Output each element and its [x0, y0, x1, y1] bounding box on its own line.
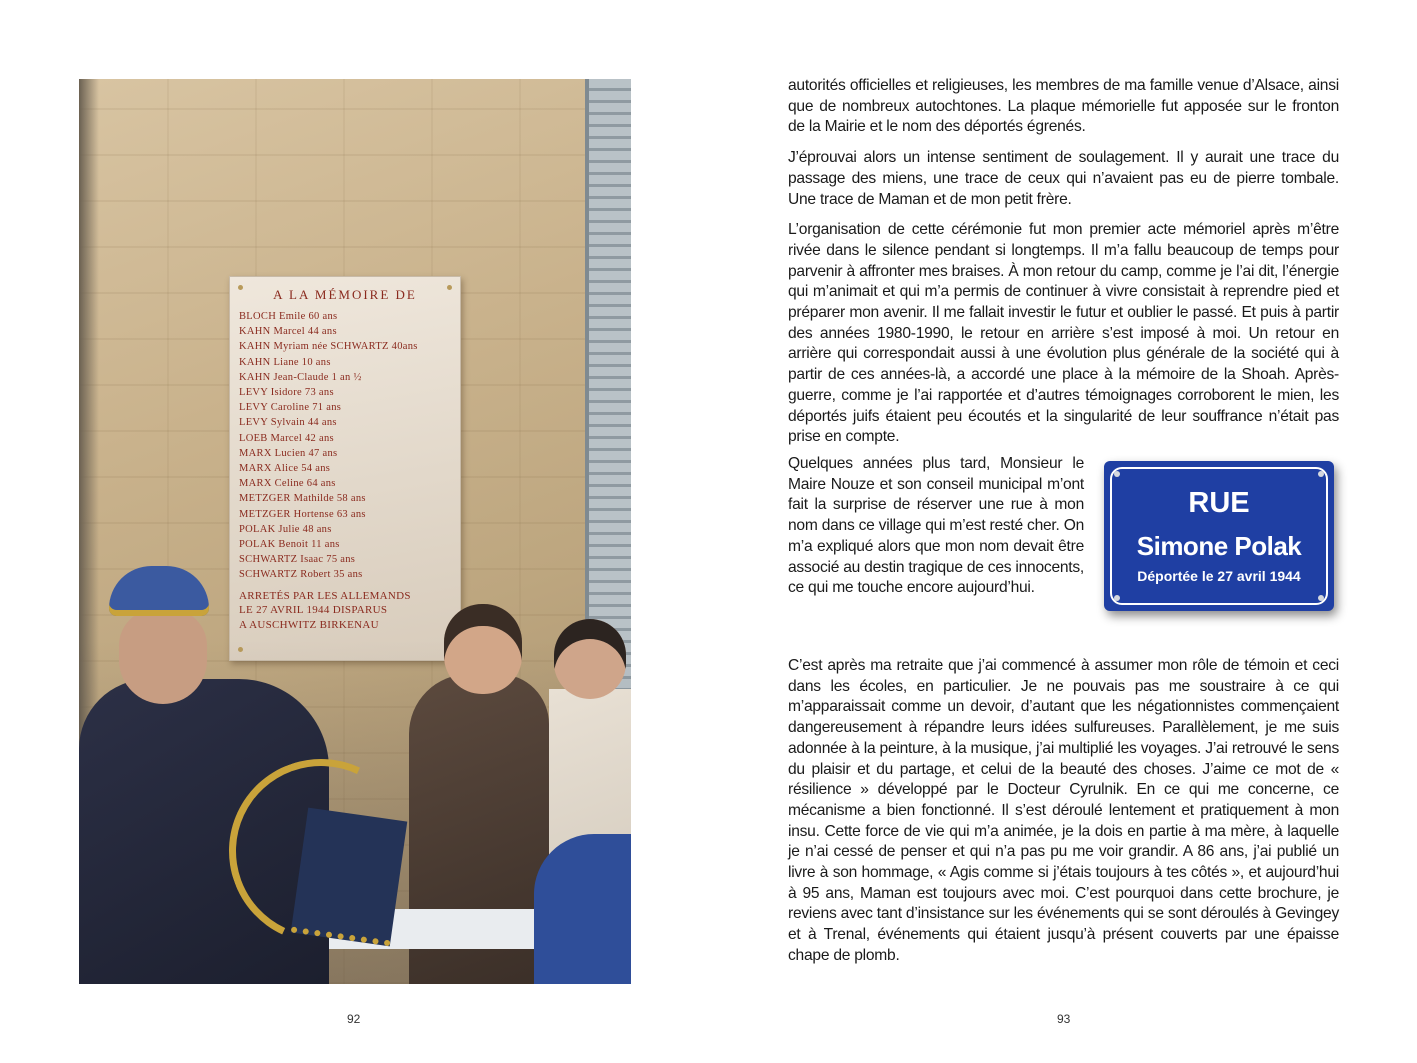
plaque-footer-line: ARRETÉS PAR LES ALLEMANDS	[239, 589, 411, 602]
plaque-rivet	[238, 285, 243, 290]
plaque-name: LOEB Marcel 42 ans	[239, 432, 334, 444]
plaque-name: LEVY Sylvain 44 ans	[239, 417, 337, 429]
page-number-left: 92	[347, 1012, 361, 1026]
plaque-name: SCHWARTZ Isaac 75 ans	[239, 554, 356, 566]
person-blue-cap	[534, 834, 631, 984]
paragraph: J’éprouvai alors un intense sentiment de soulagement. Il y aurait une trace du passage des miens, une trace de ceux qui n’avaient pas eu de pierre tombale. Une trace de Maman et de mon petit frère.	[788, 149, 1339, 208]
person-bugler-head	[119, 609, 207, 704]
person-woman-glasses-head	[554, 619, 626, 699]
bugler-cap	[109, 566, 209, 616]
screw-icon	[1318, 595, 1324, 601]
plaque-name: POLAK Julie 48 ans	[239, 523, 332, 535]
screw-icon	[1114, 471, 1120, 477]
plaque-name: MARX Alice 54 ans	[239, 463, 331, 475]
plaque-name: METZGER Mathilde 58 ans	[239, 493, 366, 505]
page-number-right: 93	[1057, 1012, 1071, 1026]
body-text-wrapped	[788, 454, 1084, 599]
plaque-name: SCHWARTZ Robert 35 ans	[239, 569, 363, 581]
paragraph: Quelques années plus tard, Monsieur le Maire Nouze et son conseil municipal m’ont fait la surprise de réserver une rue à mon nom dans ce village qui m’est resté cher. On m’a expliqué alors que mon nom devait être associé au destin tragique de ces innocents, ce qui me touche encore aujourd’hui.	[788, 455, 1084, 597]
plaque-name: POLAK Benoit 11 ans	[239, 539, 340, 551]
street-sign-line3: Déportée le 27 avril 1944	[1137, 568, 1301, 584]
body-text-bottom	[788, 656, 1339, 967]
plaque-name: KAHN Jean-Claude 1 an ½	[239, 371, 362, 383]
screw-icon	[1114, 595, 1120, 601]
paragraph: L’organisation de cette cérémonie fut mon premier acte mémoriel après m’être rivée dans le silence pendant si longtemps. Il m’a fallu beaucoup de temps pour parvenir à affronter mes braises. À mon retour du camp, comme je l’ai dit, l’énergie qui m’animait et qui m’a permis de continuer à vivre consistait à reprendre pied et préparer mon avenir. Il me fallait investir le futur et oublier le passé. Et puis à partir des années 1980-1990, le retour en arrière s’est imposé à moi. Un retour en arrière qui correspondait aussi à une évolution plus générale de la société qui à partir de ces années-là, a accordé une place à la mémoire de la Shoah. Après-guerre, comme je l’ai rapportée et d’autres témoignages corroborent le mien, les déportés juifs étaient peu écoutés et la singularité de leur souffrance n’était pas prise en compte.	[788, 221, 1339, 446]
plaque-name: LEVY Caroline 71 ans	[239, 402, 342, 414]
person-woman-jacket-head	[444, 604, 522, 694]
plaque-footer-line: A AUSCHWITZ BIRKENAU	[239, 618, 379, 631]
plaque-name: MARX Lucien 47 ans	[239, 447, 338, 459]
bugle-banner	[291, 808, 408, 947]
plaque-name: KAHN Myriam née SCHWARTZ 40ans	[239, 341, 418, 353]
paragraph: autorités officielles et religieuses, les membres de ma famille venue d’Alsace, ainsi que de nombreux autochtones. La plaque mémorielle fut apposée sur le fronton de la Mairie et le nom des déportés égrenés.	[788, 77, 1339, 136]
plaque-footer	[239, 589, 460, 633]
plaque-name-list	[239, 309, 460, 583]
plaque-name: LEVY Isidore 73 ans	[239, 387, 334, 399]
memorial-photo	[79, 79, 631, 984]
plaque-name: BLOCH Emile 60 ans	[239, 311, 338, 322]
plaque-name: KAHN Liane 10 ans	[239, 356, 331, 368]
screw-icon	[1318, 471, 1324, 477]
memorial-plaque	[229, 276, 461, 661]
body-text-top	[788, 76, 1339, 458]
plaque-name: MARX Celine 64 ans	[239, 478, 336, 490]
plaque-footer-line: LE 27 AVRIL 1944 DISPARUS	[239, 604, 388, 617]
window-shutter	[585, 79, 631, 699]
plaque-name: METZGER Hortense 63 ans	[239, 508, 366, 520]
plaque-name: KAHN Marcel 44 ans	[239, 326, 337, 338]
street-sign-image	[1104, 461, 1334, 611]
plaque-title: A LA MÉMOIRE DE	[273, 287, 417, 302]
street-sign-line2: Simone Polak	[1136, 531, 1302, 561]
paragraph: C’est après ma retraite que j’ai commencé à assumer mon rôle de témoin et ceci dans les écoles, en particulier. Je ne pouvais pas me soustraire à ce qui m’apparaissait comme un devoir, d’autant que les négationnistes commençaient dangereusement à répandre leurs idées sulfureuses. Parallèlement, je me suis adonnée à la peinture, à la musique, j’ai multiplié les voyages. J’ai retrouvé le sens du plaisir et du partage, et celui de la beauté des choses. J’aime ce mot de « résilience » développé par le Docteur Cyrulnik. En ce qui me concerne, ce mécanisme a bien fonctionné. Il s’est déroulé lentement et pratiquement à mon insu. Cette force de vie qui m’a animée, je la dois en partie à ma mère, à laquelle je n’ai cessé de penser et qui n’a pas pu me voir grandir. A 86 ans, j’ai publié un livre à son hommage, « Agis comme si j’étais toujours à tes côtés », et aujourd’hui à 95 ans, Maman est toujours avec moi. C’est pourquoi dans cette brochure, je reviens avec tant d’insistance sur les événements qui se sont déroulés à Gevingey et à Trenal, événements qui étaient jusqu’à présent couverts par une épaisse chape de plomb.	[788, 657, 1339, 964]
plaque-rivet	[447, 285, 452, 290]
street-sign-line1: RUE	[1188, 487, 1250, 519]
